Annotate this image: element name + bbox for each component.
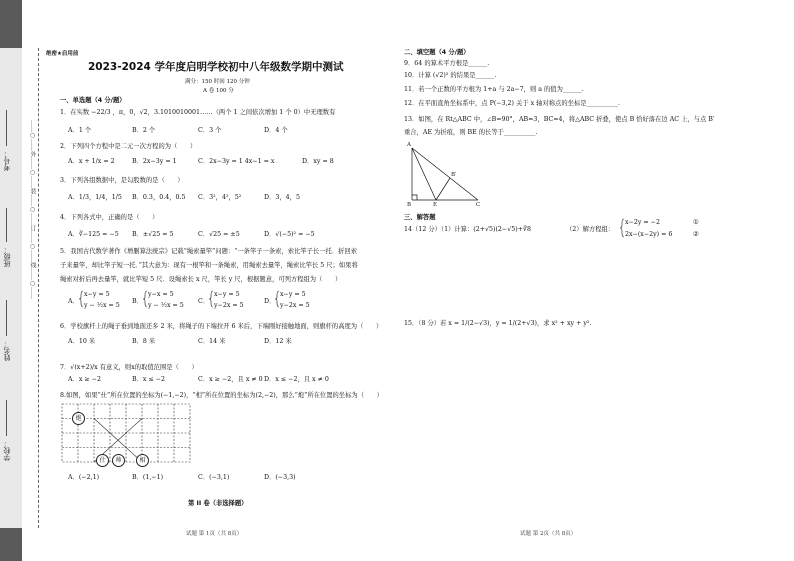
q5-option-c-row2: y−2x = 5 [214, 302, 244, 309]
q3-option-c: C．3²，4²，5² [198, 194, 242, 201]
q7-option-a: A．x ≥ −2 [68, 376, 101, 383]
left-page-footer: 试题 第 1页（共 8页） [186, 531, 243, 537]
q5-option-d-row1: x−y = 5 [280, 291, 306, 298]
q5-option-a-row2: y − ½x = 5 [84, 302, 120, 309]
q1-option-a: A．1 个 [68, 127, 92, 134]
section-fill-blank: 二、填空题（4 分/题） [404, 49, 470, 56]
q8-stem: 8.如图，如果“仕”所在位置的坐标为(−1,−2)，“相”所在位置的坐标为(2,−2)，那么“炮”所在位置的坐标为（ ） [60, 392, 383, 399]
q13-line-2: 重合，AE 为折痕，则 BE 的长等于__________. [404, 129, 538, 136]
paper-line: A 卷 100 分 [203, 88, 234, 94]
point-b-label: B [407, 202, 412, 208]
q6-stem: 6．学校旗杆上的绳子垂到地面还多 2 米，将绳子的下端拉开 6 米后，下端刚好接触地面，则旗杆的高度为（ ） [60, 323, 383, 330]
q8-option-b: B．(1,−1) [132, 474, 164, 481]
point-b-prime-label: B′ [451, 172, 457, 178]
q2-option-a: A．x + 1/x = 2 [68, 158, 115, 165]
q7-option-d: D．x ≤ −2，且 x ≠ 0 [264, 376, 329, 383]
q6-option-c: C．14 米 [198, 338, 226, 345]
q7-option-b: B．x ≤ −2 [132, 376, 166, 383]
section-single-choice: 一、单选题（4 分/题） [60, 97, 126, 104]
q5-option-a-label: A． [68, 298, 79, 305]
q8-option-d: D．(−3,3) [264, 474, 296, 481]
q5-option-b-row1: y−x = 5 [148, 291, 174, 298]
name-label: 姓名： [3, 340, 11, 361]
q2-option-b: B．2x−3y = 1 [132, 158, 177, 165]
q9: 9．64 的算术平方根是______. [404, 60, 490, 67]
q1-option-b: B．2 个 [132, 127, 156, 134]
piece-pao: 炮 [72, 412, 85, 425]
q3-option-d: D．3，4，5 [264, 194, 300, 201]
q4-stem: 4．下列各式中，正确的是（ ） [60, 214, 159, 221]
q2-stem: 2．下列四个方程中是二元一次方程的为（ ） [60, 143, 197, 150]
q14-part2-label: （2）解方程组： [566, 226, 615, 233]
q14-eq1-number: ① [693, 219, 699, 226]
q14-eq1: x−2y = −2 [625, 219, 660, 226]
q6-option-a: A．10 米 [68, 338, 96, 345]
q14-eq2-number: ② [693, 231, 699, 238]
piece-shuai: 帅 [112, 454, 125, 467]
score-line: 满分：150 时间 120 分钟 [185, 79, 250, 85]
q7-option-c: C．x ≥ −2，且 x ≠ 0 [198, 376, 263, 383]
q5-option-b-row2: y − ½x = 5 [148, 302, 184, 309]
q3-option-a: A．1/3，1/4，1/5 [68, 194, 122, 201]
class-label: 班级： [3, 246, 11, 267]
q5-option-c-row1: x−y = 5 [214, 291, 240, 298]
q8-option-c: C．(−3,1) [198, 474, 230, 481]
q11: 11．若一个正数的平方根为 1+a 与 2a−7，则 a 的值为______. [404, 86, 584, 93]
q1-option-d: D．4 个 [264, 127, 288, 134]
q15: 15．（8 分）若 x = 1/(2−√3)，y = 1/(2+√3)，求 x² + xy + y². [404, 320, 592, 327]
q5-line-3: 绳索对折后再去量竿，就比竿短 5 尺．设绳索长 x 尺，竿长 y 尺，根据题意，可列方程组为（ ） [60, 276, 342, 283]
q5-option-d-label: D． [264, 298, 276, 305]
q3-option-b: B．0.3，0.4，0.5 [132, 194, 186, 201]
page-title: 2023-2024 学年度启明学校初中八年级数学期中测试 [88, 61, 344, 73]
q5-line-1: 5．我国古代数学著作《增删算法统宗》记载“绳索量竿”问题：“一条竿子一条索，索比竿子长一托．折回索 [60, 248, 358, 255]
q1-option-c: C．3 个 [198, 127, 222, 134]
q1-stem: 1．在实数 −22/3 ，π，0，√2，3.1010010001……（两个 1 之间依次增加 1 个 0）中无理数有 [60, 109, 336, 116]
binding-line-text: ……○……外……○……装……○……订……○……线……○…… [29, 120, 36, 299]
q5-line-2: 子来量竿，却比竿子短一托．”其大意为：现有一根竿和一条绳索，用绳索去量竿，绳索比竿长 5 尺；如果将 [60, 262, 358, 269]
q5-option-c-label: C． [198, 298, 210, 305]
q2-option-d: D．xy = 8 [302, 158, 334, 165]
point-c-label: C [476, 202, 481, 208]
exam-no-label: 考号： [3, 150, 11, 171]
q10: 10．计算 (√2)² 的结果是______. [404, 72, 497, 79]
q5-option-a-row1: x−y = 5 [84, 291, 110, 298]
piece-xiang: 相 [136, 454, 149, 467]
q6-option-b: B．8 米 [132, 338, 156, 345]
q7-stem: 7．√(x+2)/x 有意义，则x的取值范围是（ ） [60, 364, 198, 371]
right-page-footer: 试题 第 2页（共 8页） [520, 531, 577, 537]
q13-line-1: 13．如图，在 Rt△ABC 中，∠B=90°，AB=3，BC=4，将△ABC 折叠，使点 B 恰好落在边 AC 上，与点 B′ [404, 116, 715, 123]
point-a-label: A [407, 142, 411, 148]
q4-option-a: A．∛−125 = −5 [68, 231, 119, 238]
q6-option-d: D．12 米 [264, 338, 292, 345]
q2-option-c: C．2x−3y = 1 4x−1 = x [198, 158, 275, 165]
part-two-heading: 第 II 卷（非选择题） [188, 500, 248, 507]
q5-option-d-row2: y−2x = 5 [280, 302, 310, 309]
school-label: 学校： [3, 440, 11, 461]
q14-eq2: 2x−(x−2y) = 6 [625, 231, 673, 238]
q3-stem: 3．下列各组数据中，是勾股数的是（ ） [60, 177, 184, 184]
q5-option-b-label: B． [132, 298, 143, 305]
q14-part1: 14（12 分）（1）计算：(2+√5)(2−√5)+∛8 [404, 226, 531, 233]
q12: 12．在平面直角坐标系中，点 P(−3,2) 关于 x 轴对称点的坐标是__________. [404, 100, 621, 107]
point-e-label: E [433, 202, 438, 208]
q8-option-a: A．(−2,1) [68, 474, 100, 481]
q4-option-b: B．±√25 = 5 [132, 231, 174, 238]
confidential-mark: 绝密★启用前 [46, 51, 79, 57]
section-answer: 三、解答题 [404, 214, 436, 221]
q4-option-d: D．√(−5)² = −5 [264, 231, 315, 238]
piece-shi: 仕 [96, 454, 109, 467]
q4-option-c: C．√25 = ±5 [198, 231, 240, 238]
